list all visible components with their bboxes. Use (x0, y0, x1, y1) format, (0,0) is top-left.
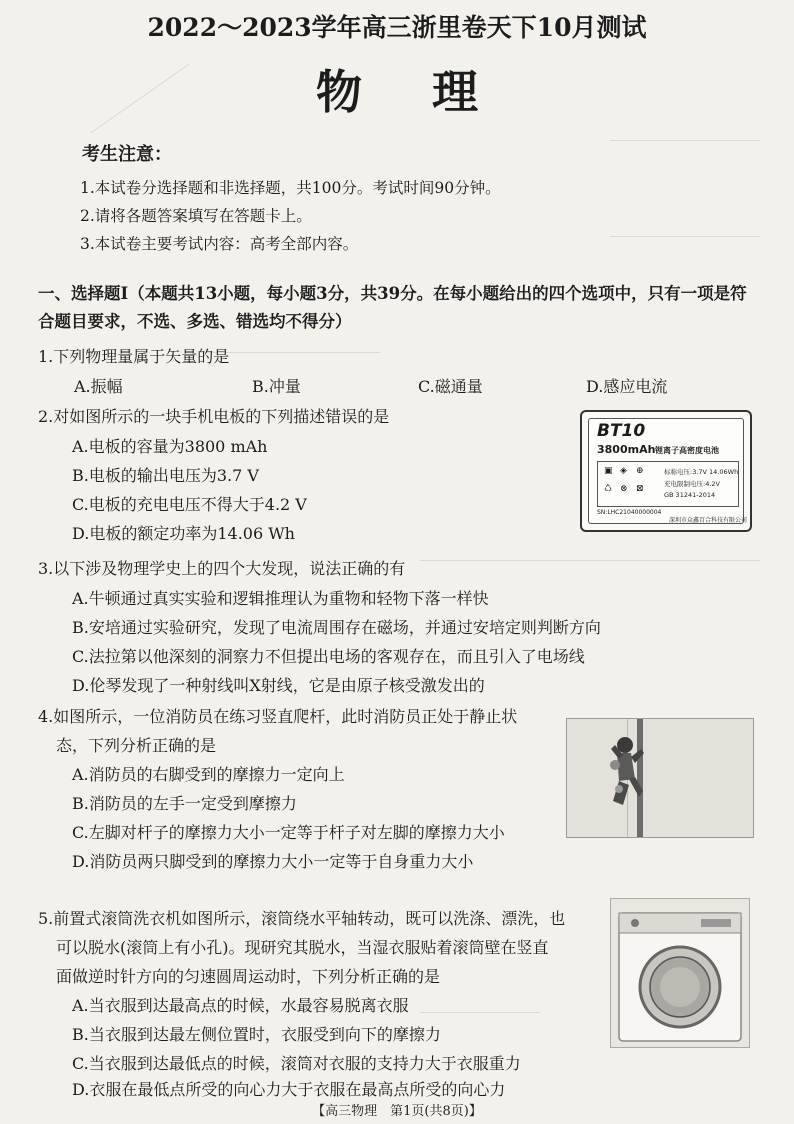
bin-icon: ⊠ (636, 484, 644, 494)
option-c: C.左脚对杆子的摩擦力大小一定等于杆子对左脚的摩擦力大小 (72, 823, 505, 842)
battery-model: BT10 (597, 421, 646, 441)
option-d: D.伦琴发现了一种射线叫X射线，它是由原子核受激发出的 (72, 676, 485, 695)
battery-spec: 标称电压:3.7V 14.06Wh (664, 468, 739, 476)
notice-item: 2.请将各题答案填写在答题卡上。 (80, 207, 312, 225)
option-a: A.当衣服到达最高点的时候，水最容易脱离衣服 (72, 996, 409, 1015)
option-d: D.电板的额定功率为14.06 Wh (72, 524, 295, 543)
question-stem: 1.下列物理量属于矢量的是 (38, 347, 230, 366)
option-c: C.磁通量 (418, 377, 483, 396)
option-b: B.消防员的左手一定受到摩擦力 (72, 794, 297, 813)
question-stem: 2.对如图所示的一块手机电板的下列描述错误的是 (38, 407, 390, 426)
battery-spec: 充电限制电压:4.2V (664, 480, 720, 488)
option-a: A.牛顿通过真实实验和逻辑推理认为重物和轻物下落一样快 (72, 589, 489, 608)
cert-mark-icon: ▣ (604, 466, 613, 476)
option-b: B.冲量 (252, 377, 301, 396)
question-stem: 5.前置式滚筒洗衣机如图所示，滚筒绕水平轴转动，既可以洗涤、漂洗，也 (38, 909, 566, 928)
option-b: B.电板的输出电压为3.7 V (72, 466, 259, 485)
battery-capacity: 3800mAh (597, 443, 656, 456)
question-stem: 3.以下涉及物理学史上的四个大发现，说法正确的有 (38, 559, 406, 578)
question-stem-cont: 可以脱水(滚筒上有小孔)。现研究其脱水，当湿衣服贴着滚筒壁在竖直 (56, 938, 549, 957)
recycle-icon: ♺ (604, 484, 613, 494)
bleed-through-line (610, 236, 760, 237)
exam-title: 2022～2023学年高三浙里卷天下10月测试 (147, 13, 647, 42)
phone-battery-figure (580, 410, 752, 532)
option-c: C.法拉第以他深刻的洞察力不但提出电场的客观存在，而且引入了电场线 (72, 647, 585, 666)
option-d: D.消防员两只脚受到的摩擦力大小一定等于自身重力大小 (72, 852, 474, 871)
question-stem: 4.如图所示，一位消防员在练习竖直爬杆，此时消防员正处于静止状 (38, 707, 518, 726)
option-b: B.当衣服到达最左侧位置时，衣服受到向下的摩擦力 (72, 1025, 441, 1044)
firefighter-pole-photo (566, 718, 754, 838)
option-a: A.消防员的右脚受到的摩擦力一定向上 (72, 765, 345, 784)
notice-heading: 考生注意： (82, 144, 172, 165)
firefighter-illustration (567, 719, 753, 837)
washing-machine-photo (610, 898, 750, 1048)
option-a: A.电板的容量为3800 mAh (72, 437, 268, 456)
subject-title: 物理 (316, 65, 548, 119)
section-heading: 一、选择题Ⅰ（本题共13小题，每小题3分，共39分。在每小题给出的四个选项中，只有一项是符合题目要求，不选、多选、错选均不得分） (38, 284, 747, 331)
washing-machine-illustration (611, 899, 749, 1047)
battery-serial: SN:LHC21040000004 (597, 509, 662, 516)
option-b: B.安培通过实验研究，发现了电流周围存在磁场，并通过安培定则判断方向 (72, 618, 601, 637)
notice-item: 1.本试卷分选择题和非选择题，共100分。考试时间90分钟。 (80, 179, 501, 197)
battery-label (588, 418, 748, 524)
question-stem-cont: 态，下列分析正确的是 (56, 736, 217, 755)
cert-mark-icon: ◈ (620, 466, 627, 476)
bleed-through-line (420, 1012, 540, 1013)
battery-type: 锂离子高密度电池 (655, 445, 719, 455)
battery-spec-box (597, 461, 739, 507)
option-d: D.衣服在最低点所受的向心力大于衣服在最高点所受的向心力 (72, 1080, 506, 1099)
cert-mark-icon: ⊕ (636, 466, 644, 476)
question-stem-cont: 面做逆时针方向的匀速圆周运动时，下列分析正确的是 (56, 967, 441, 986)
option-a: A.振幅 (74, 377, 123, 396)
battery-spec: GB 31241-2014 (664, 491, 716, 499)
bleed-through-line (420, 560, 760, 561)
option-d: D.感应电流 (586, 377, 668, 396)
battery-maker: 深圳市众鑫百合科技有限公司 (669, 517, 748, 524)
notice-item: 3.本试卷主要考试内容：高考全部内容。 (80, 235, 359, 253)
no-fire-icon: ⊗ (620, 484, 628, 494)
page-footer: 【高三物理 第1页(共8页)】 (312, 1104, 482, 1119)
option-c: C.当衣服到达最低点的时候，滚筒对衣服的支持力大于衣服重力 (72, 1054, 521, 1073)
bleed-through-line (610, 140, 760, 141)
option-c: C.电板的充电电压不得大于4.2 V (72, 495, 307, 514)
